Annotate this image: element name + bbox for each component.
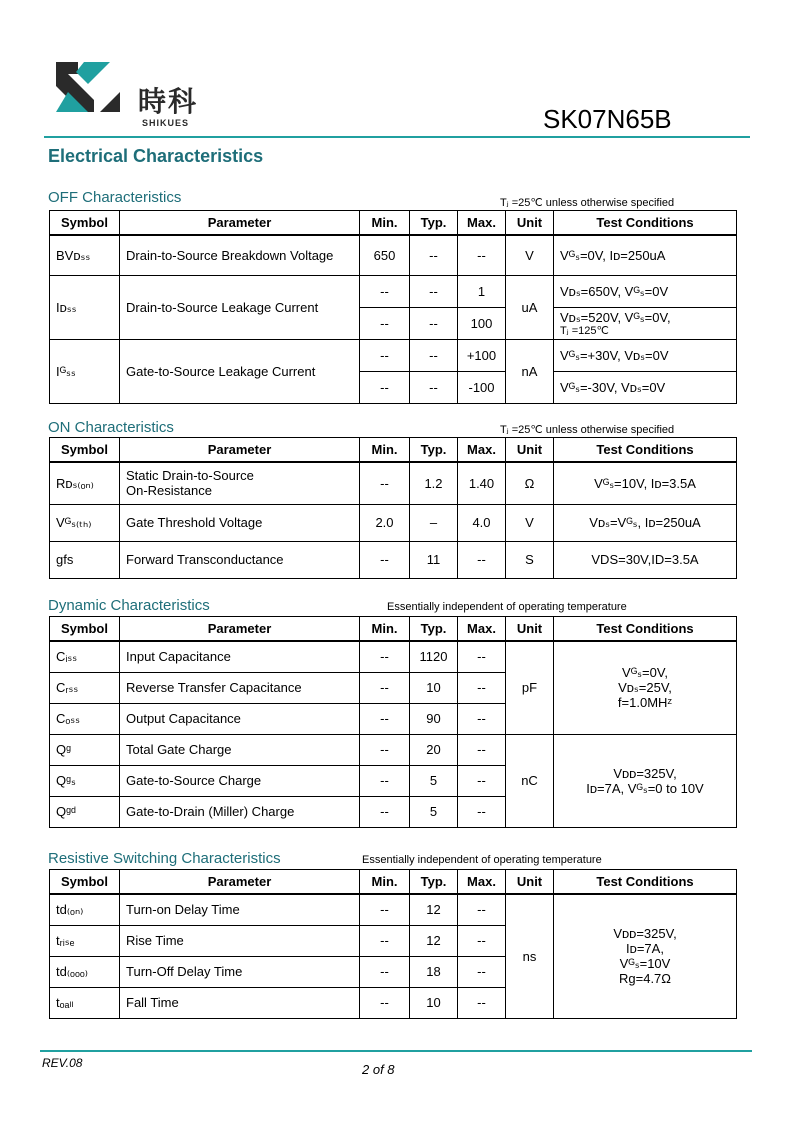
unit-cell: nC xyxy=(506,734,554,827)
col-header: Typ. xyxy=(410,438,458,463)
col-header: Parameter xyxy=(120,438,360,463)
parameter-line: Static Drain-to-Source xyxy=(126,468,254,484)
table-header-row xyxy=(50,870,737,895)
table-header-row xyxy=(50,617,737,642)
logo-english-text: SHIKUES xyxy=(142,118,190,128)
typ-cell: 12 xyxy=(410,894,458,925)
max-cell: -- xyxy=(458,541,506,578)
logo-mark-icon xyxy=(48,52,128,132)
typ-cell: -- xyxy=(410,339,458,371)
unit-cell: V xyxy=(506,235,554,275)
max-cell: -- xyxy=(458,925,506,956)
table-row xyxy=(50,235,737,275)
table-row xyxy=(50,734,737,765)
condition-line: Vᴳₛ=10V xyxy=(619,956,671,972)
parameter-cell: Gate-to-Source Charge xyxy=(120,765,360,796)
parameter-cell: Gate-to-Source Leakage Current xyxy=(120,339,360,403)
col-header: Min. xyxy=(360,438,410,463)
condition-cell: Vᴳₛ=-30V, Vᴅₛ=0V xyxy=(554,371,737,403)
condition-cell xyxy=(554,307,737,339)
min-cell: -- xyxy=(360,672,410,703)
off-note: Tⱼ =25℃ unless otherwise specified xyxy=(500,197,675,209)
condition-cell: VDS=30V,ID=3.5A xyxy=(554,541,737,578)
parameter-cell: Turn-on Delay Time xyxy=(120,894,360,925)
typ-cell: -- xyxy=(410,371,458,403)
typ-cell: -- xyxy=(410,275,458,307)
parameter-cell: Drain-to-Source Leakage Current xyxy=(120,275,360,339)
dynamic-note: Essentially independent of operating temperature xyxy=(387,601,627,613)
col-header: Symbol xyxy=(50,438,120,463)
unit-cell: nA xyxy=(506,339,554,403)
symbol-cell: BVᴅₛₛ xyxy=(50,235,120,275)
min-cell: -- xyxy=(360,987,410,1018)
max-cell: +100 xyxy=(458,339,506,371)
table-header-row xyxy=(50,211,737,236)
condition-line: Iᴅ=7A, Vᴳₛ=0 to 10V xyxy=(586,780,704,796)
max-cell: 4.0 xyxy=(458,504,506,541)
symbol-cell: Iᴳₛₛ xyxy=(50,339,120,403)
parameter-cell: Drain-to-Source Breakdown Voltage xyxy=(120,235,360,275)
symbol-cell: Vᴳₛ₍ₜₕ₎ xyxy=(50,504,120,541)
on-table xyxy=(49,437,737,579)
symbol-cell: td₍ₒₙ₎ xyxy=(50,894,120,925)
company-logo xyxy=(48,52,128,132)
max-cell: -- xyxy=(458,796,506,827)
parameter-cell: Rise Time xyxy=(120,925,360,956)
symbol-cell: gfs xyxy=(50,541,120,578)
parameter-cell: Gate Threshold Voltage xyxy=(120,504,360,541)
condition-line: Iᴅ=7A, xyxy=(626,941,664,957)
max-cell: -- xyxy=(458,765,506,796)
symbol-cell: Rᴅₛ₍ₒₙ₎ xyxy=(50,462,120,504)
unit-cell: pF xyxy=(506,641,554,734)
min-cell: 2.0 xyxy=(360,504,410,541)
max-cell: -- xyxy=(458,734,506,765)
max-cell: 100 xyxy=(458,307,506,339)
col-header: Typ. xyxy=(410,617,458,642)
symbol-cell: Iᴅₛₛ xyxy=(50,275,120,339)
col-header: Min. xyxy=(360,870,410,895)
max-cell: 1 xyxy=(458,275,506,307)
max-cell: -- xyxy=(458,894,506,925)
table-row xyxy=(50,275,737,307)
unit-cell: V xyxy=(506,504,554,541)
parameter-cell xyxy=(120,462,360,504)
footer-divider xyxy=(40,1050,752,1052)
condition-line: Vᴅₛ=520V, Vᴳₛ=0V, xyxy=(560,309,671,325)
parameter-cell: Total Gate Charge xyxy=(120,734,360,765)
condition-cell xyxy=(554,734,737,827)
typ-cell: 90 xyxy=(410,703,458,734)
unit-cell: Ω xyxy=(506,462,554,504)
on-heading: ON Characteristics xyxy=(48,419,174,436)
condition-cell: Vᴳₛ=10V, Iᴅ=3.5A xyxy=(554,462,737,504)
max-cell: -- xyxy=(458,235,506,275)
table-row xyxy=(50,894,737,925)
table-row xyxy=(50,504,737,541)
condition-cell: Vᴳₛ=+30V, Vᴅₛ=0V xyxy=(554,339,737,371)
condition-cell: Vᴅₛ=650V, Vᴳₛ=0V xyxy=(554,275,737,307)
parameter-cell: Turn-Off Delay Time xyxy=(120,956,360,987)
col-header: Parameter xyxy=(120,870,360,895)
typ-cell: 5 xyxy=(410,765,458,796)
min-cell: -- xyxy=(360,734,410,765)
min-cell: -- xyxy=(360,925,410,956)
table-row xyxy=(50,641,737,672)
typ-cell: 10 xyxy=(410,987,458,1018)
col-header: Max. xyxy=(458,438,506,463)
min-cell: -- xyxy=(360,641,410,672)
typ-cell: 18 xyxy=(410,956,458,987)
symbol-cell: td₍ₒₒₒ₎ xyxy=(50,956,120,987)
max-cell: -- xyxy=(458,987,506,1018)
switching-note: Essentially independent of operating temperature xyxy=(362,854,602,866)
col-header: Test Conditions xyxy=(554,617,737,642)
condition-cell: Vᴳₛ=0V, Iᴅ=250uA xyxy=(554,235,737,275)
symbol-cell: Qᵍₛ xyxy=(50,765,120,796)
min-cell: -- xyxy=(360,796,410,827)
table-row xyxy=(50,339,737,371)
typ-cell: 12 xyxy=(410,925,458,956)
typ-cell: 5 xyxy=(410,796,458,827)
table-row xyxy=(50,541,737,578)
col-header: Min. xyxy=(360,617,410,642)
min-cell: -- xyxy=(360,765,410,796)
typ-cell: 1.2 xyxy=(410,462,458,504)
condition-line: Vᴅᴅ=325V, xyxy=(613,926,677,942)
dynamic-table xyxy=(49,616,737,828)
min-cell: -- xyxy=(360,956,410,987)
col-header: Symbol xyxy=(50,870,120,895)
max-cell: -- xyxy=(458,956,506,987)
col-header: Max. xyxy=(458,617,506,642)
switching-table xyxy=(49,869,737,1019)
col-header: Parameter xyxy=(120,617,360,642)
col-header: Unit xyxy=(506,211,554,236)
symbol-cell: Cᵢₛₛ xyxy=(50,641,120,672)
table-header-row xyxy=(50,438,737,463)
switching-heading: Resistive Switching Characteristics xyxy=(48,850,281,867)
col-header: Max. xyxy=(458,211,506,236)
off-heading: OFF Characteristics xyxy=(48,189,182,206)
col-header: Typ. xyxy=(410,211,458,236)
symbol-cell: Cᵣₛₛ xyxy=(50,672,120,703)
min-cell: -- xyxy=(360,462,410,504)
condition-line: Tⱼ =125℃ xyxy=(560,324,609,337)
col-header: Symbol xyxy=(50,617,120,642)
condition-cell xyxy=(554,641,737,734)
max-cell: 1.40 xyxy=(458,462,506,504)
typ-cell: 11 xyxy=(410,541,458,578)
on-note: Tⱼ =25℃ unless otherwise specified xyxy=(500,424,675,436)
max-cell: -- xyxy=(458,641,506,672)
condition-cell xyxy=(554,894,737,1018)
col-header: Symbol xyxy=(50,211,120,236)
condition-line: Vᴅᴅ=325V, xyxy=(613,765,677,781)
min-cell: -- xyxy=(360,339,410,371)
col-header: Unit xyxy=(506,438,554,463)
col-header: Test Conditions xyxy=(554,211,737,236)
dynamic-heading: Dynamic Characteristics xyxy=(48,597,210,614)
min-cell: -- xyxy=(360,307,410,339)
symbol-cell: Cₒₛₛ xyxy=(50,703,120,734)
part-number: SK07N65B xyxy=(543,104,672,134)
max-cell: -100 xyxy=(458,371,506,403)
symbol-cell: Qᵍᵈ xyxy=(50,796,120,827)
typ-cell: -- xyxy=(410,235,458,275)
unit-cell: S xyxy=(506,541,554,578)
page-title: Electrical Characteristics xyxy=(48,146,264,166)
col-header: Unit xyxy=(506,617,554,642)
condition-line: f=1.0MHᶻ xyxy=(617,695,673,711)
typ-cell: -- xyxy=(410,307,458,339)
condition-cell: Vᴅₛ=Vᴳₛ, Iᴅ=250uA xyxy=(554,504,737,541)
condition-line: Rg=4.7Ω xyxy=(619,971,671,987)
typ-cell: 10 xyxy=(410,672,458,703)
symbol-cell: tₒₐₗₗ xyxy=(50,987,120,1018)
typ-cell: 20 xyxy=(410,734,458,765)
max-cell: -- xyxy=(458,703,506,734)
col-header: Unit xyxy=(506,870,554,895)
col-header: Max. xyxy=(458,870,506,895)
table-row xyxy=(50,462,737,504)
condition-line: Vᴅₛ=25V, xyxy=(618,680,672,696)
parameter-cell: Input Capacitance xyxy=(120,641,360,672)
typ-cell: 1120 xyxy=(410,641,458,672)
min-cell: -- xyxy=(360,894,410,925)
min-cell: -- xyxy=(360,275,410,307)
col-header: Min. xyxy=(360,211,410,236)
col-header: Typ. xyxy=(410,870,458,895)
col-header: Test Conditions xyxy=(554,438,737,463)
off-table xyxy=(49,210,737,404)
min-cell: -- xyxy=(360,703,410,734)
logo-chinese-text: 時科 xyxy=(138,85,199,118)
parameter-cell: Forward Transconductance xyxy=(120,541,360,578)
parameter-cell: Reverse Transfer Capacitance xyxy=(120,672,360,703)
max-cell: -- xyxy=(458,672,506,703)
parameter-cell: Gate-to-Drain (Miller) Charge xyxy=(120,796,360,827)
header-divider xyxy=(44,136,750,138)
parameter-cell: Fall Time xyxy=(120,987,360,1018)
revision-label: REV.08 xyxy=(42,1056,83,1070)
min-cell: -- xyxy=(360,371,410,403)
col-header: Parameter xyxy=(120,211,360,236)
typ-cell: – xyxy=(410,504,458,541)
parameter-cell: Output Capacitance xyxy=(120,703,360,734)
symbol-cell: tᵣᵢₛₑ xyxy=(50,925,120,956)
col-header: Test Conditions xyxy=(554,870,737,895)
min-cell: -- xyxy=(360,541,410,578)
unit-cell: uA xyxy=(506,275,554,339)
symbol-cell: Qᵍ xyxy=(50,734,120,765)
min-cell: 650 xyxy=(360,235,410,275)
page-number: 2 of 8 xyxy=(362,1062,395,1077)
unit-cell: ns xyxy=(506,894,554,1018)
condition-line: Vᴳₛ=0V, xyxy=(622,665,668,681)
parameter-line: On-Resistance xyxy=(126,483,212,499)
